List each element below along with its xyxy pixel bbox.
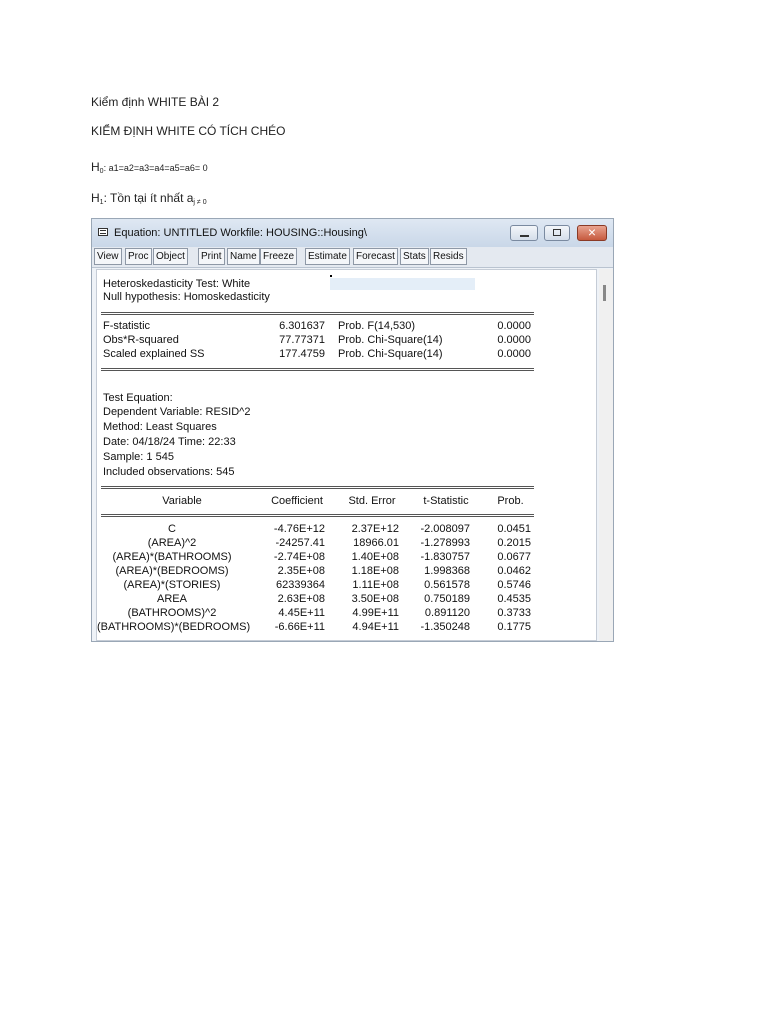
divider <box>101 312 534 315</box>
toolbar-freeze-button[interactable]: Freeze <box>260 248 297 265</box>
close-button[interactable] <box>577 225 607 241</box>
toolbar-forecast-button[interactable]: Forecast <box>353 248 398 265</box>
doc-subtitle: KIỂM ĐỊNH WHITE CÓ TÍCH CHÉO <box>91 124 286 138</box>
cell-prob: 0.0677 <box>497 551 531 563</box>
toolbar-stats-button[interactable]: Stats <box>400 248 429 265</box>
cell-coefficient: -2.74E+08 <box>273 551 325 563</box>
toolbar-view-button[interactable]: View <box>94 248 122 265</box>
cell-coefficient: 62339364 <box>276 579 325 591</box>
window-titlebar[interactable] <box>92 219 613 247</box>
stat-label: Obs*R-squared <box>103 334 179 346</box>
cell-variable: (AREA)*(BEDROOMS) <box>115 565 229 577</box>
test-name: Heteroskedasticity Test: White <box>103 278 251 290</box>
maximize-button[interactable] <box>544 225 570 241</box>
cell-std-error: 1.11E+08 <box>352 579 399 591</box>
cell-t-statistic: -1.350248 <box>420 621 470 633</box>
equation-toolbar <box>92 247 613 268</box>
cell-variable: (BATHROOMS)*(BEDROOMS) <box>97 621 251 633</box>
cell-std-error: 1.18E+08 <box>351 565 399 577</box>
cell-prob: 0.5746 <box>497 579 531 591</box>
h1-sub: 1 <box>99 199 104 206</box>
cell-prob: 0.3733 <box>497 607 531 619</box>
col-header-coefficient: Coefficient <box>271 495 323 507</box>
h1-text: : Tồn tại ít nhất a <box>103 191 194 205</box>
equation-info-line: Test Equation: <box>103 392 173 404</box>
stat-value: 6.301637 <box>279 320 325 332</box>
eviews-equation-window <box>91 218 614 642</box>
cell-t-statistic: 0.561578 <box>424 579 470 591</box>
doc-title: Kiểm định WHITE BÀI 2 <box>91 95 220 109</box>
h0-prefix: H <box>91 160 100 174</box>
cell-coefficient: 2.63E+08 <box>277 593 325 605</box>
cell-variable: (AREA)*(BATHROOMS) <box>112 551 232 563</box>
col-header-variable: Variable <box>162 495 202 507</box>
cell-variable: C <box>168 523 176 535</box>
cell-coefficient: -6.66E+11 <box>274 621 325 633</box>
cell-t-statistic: 1.998368 <box>424 565 470 577</box>
stat-prob-label: Prob. F(14,530) <box>338 320 416 332</box>
cell-coefficient: 4.45E+11 <box>278 607 325 619</box>
col-header-t-statistic: t-Statistic <box>423 495 469 507</box>
stat-prob: 0.0000 <box>497 320 531 332</box>
toolbar-name-button[interactable]: Name <box>227 248 260 265</box>
col-header-std-error: Std. Error <box>348 495 396 507</box>
h0-text: : a1=a2=a3=a4=a5=a6= 0 <box>103 163 208 173</box>
cell-prob: 0.0462 <box>497 565 531 577</box>
cell-coefficient: 2.35E+08 <box>277 565 325 577</box>
h0-sub: 0 <box>99 168 104 175</box>
cell-t-statistic: -1.830757 <box>420 551 470 563</box>
toolbar-proc-button[interactable]: Proc <box>125 248 152 265</box>
cell-std-error: 4.94E+11 <box>352 621 399 633</box>
cell-prob: 0.1775 <box>497 621 531 633</box>
toolbar-object-button[interactable]: Object <box>153 248 188 265</box>
cell-t-statistic: 0.891120 <box>424 607 470 619</box>
output-pane <box>96 269 597 641</box>
equation-info-line: Date: 04/18/24 Time: 22:33 <box>103 436 236 448</box>
cell-variable: (AREA)*(STORIES) <box>123 579 221 591</box>
cell-std-error: 2.37E+12 <box>351 523 399 535</box>
cell-coefficient: -4.76E+12 <box>273 523 325 535</box>
toolbar-resids-button[interactable]: Resids <box>430 248 467 265</box>
equation-info-line: Dependent Variable: RESID^2 <box>103 406 251 418</box>
cell-t-statistic: -2.008097 <box>420 523 470 535</box>
equation-info-line: Method: Least Squares <box>103 421 217 433</box>
cell-std-error: 4.99E+11 <box>352 607 399 619</box>
cell-variable: (BATHROOMS)^2 <box>127 607 217 619</box>
cell-variable: (AREA)^2 <box>147 537 197 549</box>
stat-label: F-statistic <box>103 320 151 332</box>
toolbar-estimate-button[interactable]: Estimate <box>305 248 350 265</box>
toolbar-print-button[interactable]: Print <box>198 248 225 265</box>
stat-label: Scaled explained SS <box>103 348 205 360</box>
stat-value: 77.77371 <box>279 334 325 346</box>
stat-value: 177.4759 <box>279 348 325 360</box>
null-hypothesis: Null hypothesis: Homoskedasticity <box>103 291 270 303</box>
cell-t-statistic: -1.278993 <box>420 537 470 549</box>
cell-std-error: 3.50E+08 <box>351 593 399 605</box>
scrollbar-thumb[interactable] <box>603 285 606 301</box>
cell-prob: 0.2015 <box>497 537 531 549</box>
stat-prob-label: Prob. Chi-Square(14) <box>338 348 443 360</box>
divider <box>101 486 534 489</box>
cell-coefficient: -24257.41 <box>275 537 325 549</box>
stat-prob-label: Prob. Chi-Square(14) <box>338 334 443 346</box>
cell-t-statistic: 0.750189 <box>424 593 470 605</box>
divider <box>101 514 534 517</box>
window-menu-icon[interactable] <box>98 228 108 236</box>
window-title: Equation: UNTITLED Workfile: HOUSING::Housing\ <box>114 227 367 239</box>
cell-prob: 0.0451 <box>497 523 531 535</box>
selection-highlight <box>330 278 475 290</box>
stat-prob: 0.0000 <box>497 334 531 346</box>
hypothesis-h1 <box>91 191 207 206</box>
h1-prefix: H <box>91 191 100 205</box>
cell-std-error: 18966.01 <box>353 537 399 549</box>
divider <box>101 368 534 371</box>
equation-info-line: Sample: 1 545 <box>103 451 174 463</box>
cell-prob: 0.4535 <box>497 593 531 605</box>
minimize-button[interactable] <box>510 225 538 241</box>
h1-suffix-sub: j ≠ 0 <box>193 199 207 206</box>
cell-variable: AREA <box>157 593 187 605</box>
hypothesis-h0 <box>91 160 208 175</box>
cell-std-error: 1.40E+08 <box>351 551 399 563</box>
stat-prob: 0.0000 <box>497 348 531 360</box>
col-header-prob: Prob. <box>497 495 524 507</box>
equation-info-line: Included observations: 545 <box>103 466 235 478</box>
vertical-scrollbar[interactable] <box>599 269 613 641</box>
cursor-marker <box>330 275 332 277</box>
